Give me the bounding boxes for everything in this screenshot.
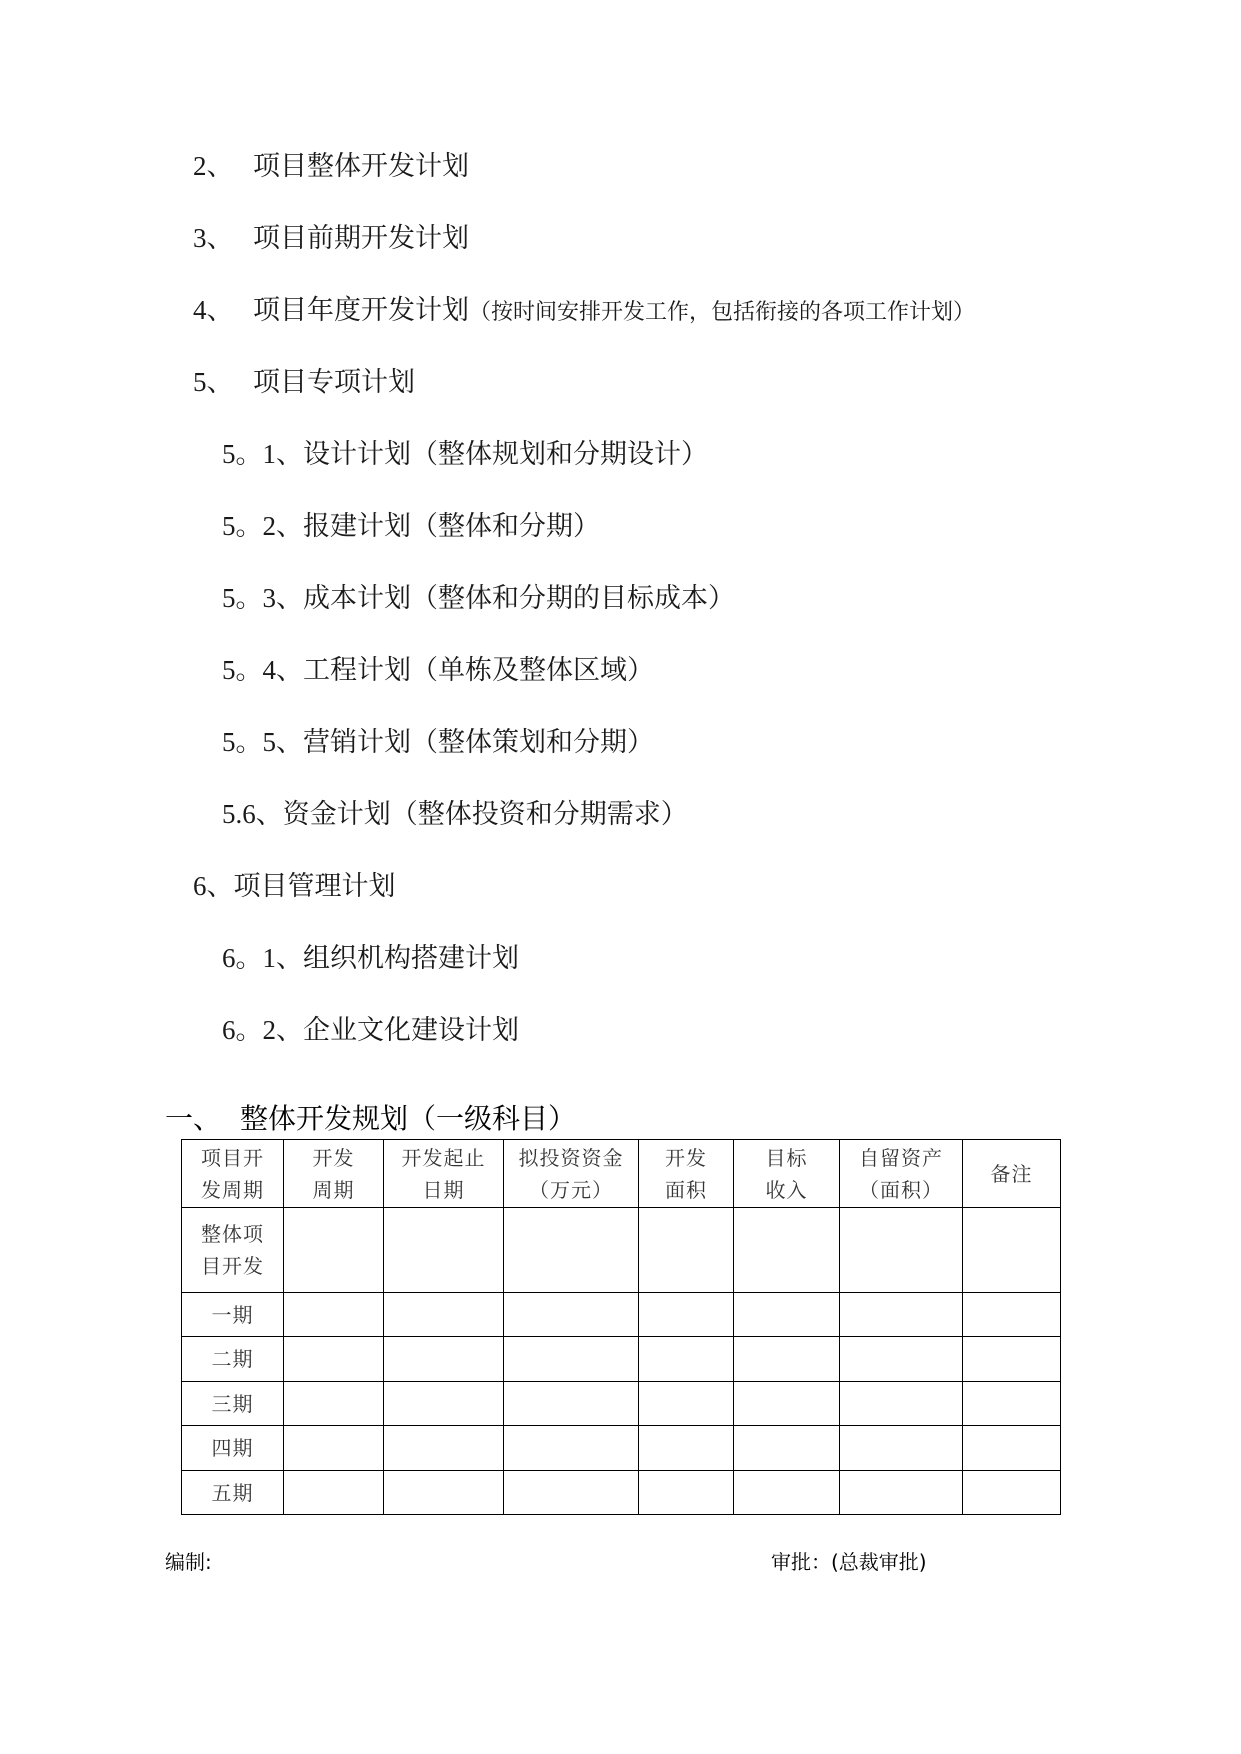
table-cell[interactable] [639, 1471, 734, 1515]
table-cell[interactable] [284, 1337, 384, 1382]
outline-text: 报建计划（整体和分期） [303, 511, 600, 541]
development-plan-table [181, 1139, 1061, 1515]
outline-item-6 [193, 870, 396, 902]
outline-text: 设计计划（整体规划和分期设计） [303, 439, 708, 469]
table-cell[interactable] [734, 1426, 840, 1471]
prepared-by-label: 编制: [165, 1550, 212, 1574]
outline-text: 项目整体开发计划 [253, 151, 469, 181]
table-row [182, 1471, 1061, 1515]
table-cell[interactable] [639, 1337, 734, 1382]
outline-note: （按时间安排开发工作，包括衔接的各项工作计划） [469, 299, 976, 324]
outline-item-5-2 [222, 510, 600, 542]
outline-number: 5。4、 [222, 655, 303, 685]
table-cell[interactable] [963, 1293, 1061, 1337]
outline-item-3 [193, 222, 469, 254]
table-cell[interactable] [734, 1293, 840, 1337]
section-number: 一、 [165, 1102, 222, 1135]
header-cell: 开发 面积 [639, 1140, 734, 1208]
table-row [182, 1382, 1061, 1426]
outline-number: 6、 [193, 871, 234, 901]
table-cell[interactable] [639, 1293, 734, 1337]
row-label: 一期 [182, 1293, 284, 1337]
table-cell[interactable] [840, 1471, 963, 1515]
outline-item-2 [193, 150, 469, 182]
outline-item-5-5 [222, 726, 654, 758]
table-cell[interactable] [963, 1208, 1061, 1293]
row-label: 整体项 目开发 [182, 1208, 284, 1293]
table-cell[interactable] [639, 1208, 734, 1293]
outline-item-4 [193, 294, 975, 328]
row-label: 五期 [182, 1471, 284, 1515]
section-heading [165, 1102, 576, 1136]
outline-item-5 [193, 366, 415, 398]
outline-text: 项目专项计划 [253, 367, 415, 397]
table-cell[interactable] [504, 1337, 639, 1382]
section-title: 整体开发规划（一级科目） [240, 1102, 577, 1135]
table-cell[interactable] [284, 1382, 384, 1426]
table-cell[interactable] [639, 1426, 734, 1471]
table-cell[interactable] [384, 1471, 504, 1515]
table-cell[interactable] [734, 1208, 840, 1293]
table-cell[interactable] [639, 1382, 734, 1426]
outline-item-5-1 [222, 438, 708, 470]
outline-item-6-2 [222, 1014, 519, 1046]
table-cell[interactable] [284, 1471, 384, 1515]
table-cell[interactable] [963, 1382, 1061, 1426]
outline-item-5-3 [222, 582, 735, 614]
outline-number: 6。2、 [222, 1015, 303, 1045]
header-cell: 备注 [963, 1140, 1061, 1208]
table-cell[interactable] [840, 1208, 963, 1293]
table-cell[interactable] [504, 1208, 639, 1293]
outline-number: 5。5、 [222, 727, 303, 757]
table-cell[interactable] [504, 1471, 639, 1515]
header-cell: 目标 收入 [734, 1140, 840, 1208]
approval-label: 审批：(总裁审批) [771, 1550, 927, 1574]
table-cell[interactable] [384, 1426, 504, 1471]
outline-text: 成本计划（整体和分期的目标成本） [303, 583, 735, 613]
table-cell[interactable] [384, 1293, 504, 1337]
outline-item-6-1 [222, 942, 519, 974]
table-row [182, 1208, 1061, 1293]
outline-item-5-6 [222, 798, 688, 830]
header-cell: 开发 周期 [284, 1140, 384, 1208]
outline-item-5-4 [222, 654, 654, 686]
outline-number: 3、 [193, 223, 234, 253]
outline-text: 营销计划（整体策划和分期） [303, 727, 654, 757]
outline-text: 项目管理计划 [233, 871, 396, 901]
table-cell[interactable] [734, 1471, 840, 1515]
table-cell[interactable] [284, 1293, 384, 1337]
outline-number: 5。3、 [222, 583, 303, 613]
table-cell[interactable] [384, 1382, 504, 1426]
outline-text: 项目年度开发计划 [253, 295, 469, 325]
outline-number: 2、 [193, 151, 234, 181]
header-cell: 项目开 发周期 [182, 1140, 284, 1208]
table-cell[interactable] [734, 1382, 840, 1426]
row-label: 四期 [182, 1426, 284, 1471]
table-cell[interactable] [840, 1426, 963, 1471]
row-label: 二期 [182, 1337, 284, 1382]
header-cell: 拟投资资金 （万元） [504, 1140, 639, 1208]
row-label: 三期 [182, 1382, 284, 1426]
table-cell[interactable] [284, 1426, 384, 1471]
table-cell[interactable] [734, 1337, 840, 1382]
table-cell[interactable] [840, 1382, 963, 1426]
table-cell[interactable] [284, 1208, 384, 1293]
table-cell[interactable] [384, 1337, 504, 1382]
outline-text: 企业文化建设计划 [303, 1015, 519, 1045]
outline-text: 组织机构搭建计划 [303, 943, 519, 973]
table-cell[interactable] [384, 1208, 504, 1293]
outline-number: 5、 [193, 367, 234, 397]
header-cell: 开发起止 日期 [384, 1140, 504, 1208]
table-row [182, 1426, 1061, 1471]
outline-text: 项目前期开发计划 [253, 223, 469, 253]
outline-number: 5.6、 [222, 799, 283, 829]
table-cell[interactable] [504, 1293, 639, 1337]
outline-number: 5。2、 [222, 511, 303, 541]
table-cell[interactable] [963, 1426, 1061, 1471]
table-cell[interactable] [840, 1293, 963, 1337]
table-cell[interactable] [840, 1337, 963, 1382]
header-cell: 自留资产 （面积） [840, 1140, 963, 1208]
outline-number: 4、 [193, 295, 234, 325]
table-cell[interactable] [504, 1426, 639, 1471]
table-cell[interactable] [963, 1337, 1061, 1382]
outline-number: 6。1、 [222, 943, 303, 973]
table-cell[interactable] [504, 1382, 639, 1426]
outline-text: 资金计划（整体投资和分期需求） [282, 799, 688, 829]
table-row [182, 1293, 1061, 1337]
outline-number: 5。1、 [222, 439, 303, 469]
table-cell[interactable] [963, 1471, 1061, 1515]
table-header-row [182, 1140, 1061, 1208]
table-row [182, 1337, 1061, 1382]
outline-text: 工程计划（单栋及整体区域） [303, 655, 654, 685]
